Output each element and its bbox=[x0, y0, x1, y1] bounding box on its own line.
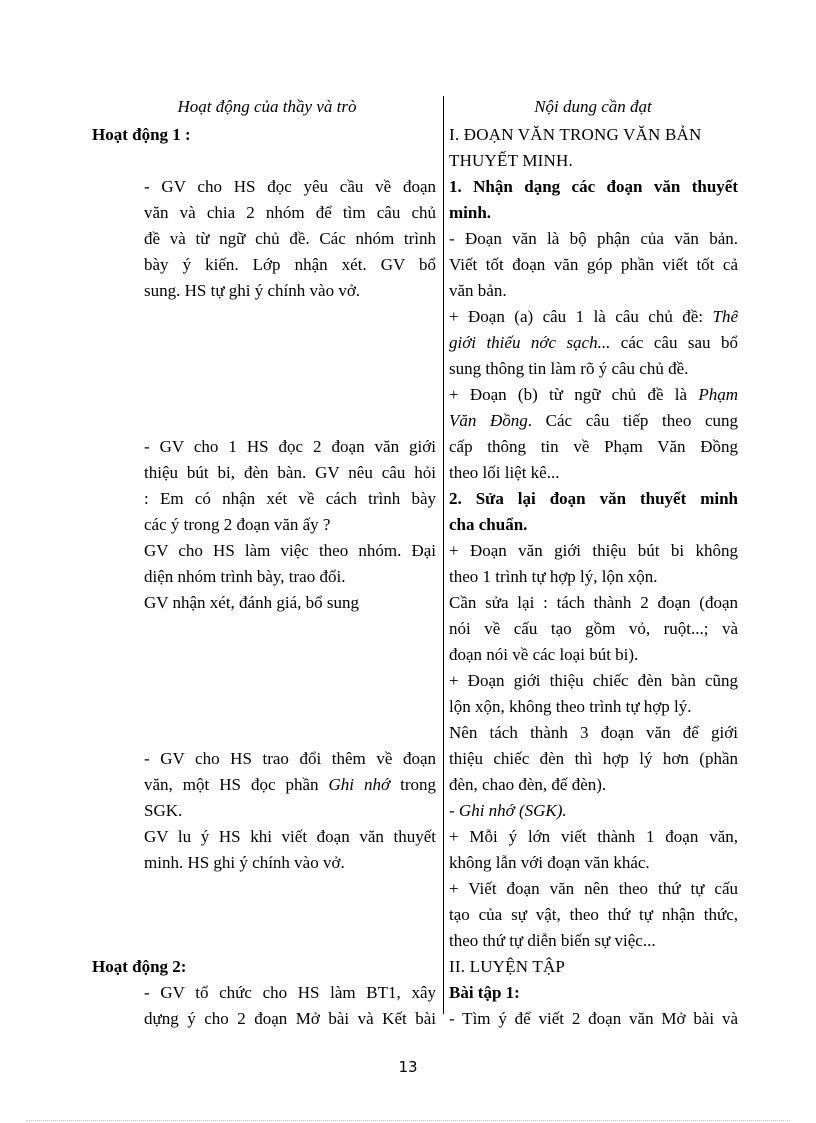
blank-line bbox=[92, 356, 436, 382]
left-text-line: dựng ý cho 2 đoạn Mở bài và Kết bài bbox=[144, 1009, 436, 1028]
text-fragment: + Đoạn (b) từ ngữ chủ đề là bbox=[449, 385, 699, 404]
italic-term: giới thiếu nớc sạch... bbox=[449, 333, 611, 352]
subsection-1-heading-cont: minh. bbox=[449, 203, 492, 222]
left-text-line-mixed bbox=[92, 772, 436, 798]
right-text-line: Cần sửa lại : tách thành 2 đoạn (đoạn bbox=[449, 593, 738, 612]
left-text-line: minh. HS ghi ý chính vào vở. bbox=[144, 853, 345, 872]
right-text-line: + Mỗi ý lớn viết thành 1 đoạn văn, bbox=[449, 827, 738, 846]
left-text-line: - GV cho HS trao đổi thêm về đoạn bbox=[144, 749, 436, 768]
right-text-line: thiệu chiếc đèn thì hợp lý hơn (phần bbox=[449, 749, 738, 768]
page-bottom-rule bbox=[26, 1120, 790, 1121]
left-column bbox=[92, 122, 436, 1032]
right-text-line: + Đoạn văn giới thiệu bút bi không bbox=[449, 541, 738, 560]
activity-1-heading: Hoạt động 1 : bbox=[92, 125, 191, 144]
left-text-line: - GV tổ chức cho HS làm BT1, xây bbox=[144, 983, 436, 1002]
blank-line bbox=[92, 616, 436, 642]
right-text-line-mixed bbox=[449, 382, 738, 408]
left-text-line: văn và chia 2 nhóm để tìm câu chủ bbox=[144, 203, 436, 222]
left-text-line: - GV cho HS đọc yêu cầu về đoạn bbox=[144, 177, 436, 196]
text-fragment: văn, một HS đọc phần bbox=[144, 775, 329, 794]
subsection-2-heading-cont: cha chuẩn. bbox=[449, 515, 528, 534]
page-number: 13 bbox=[398, 1058, 418, 1076]
left-text-line: đề và từ ngữ chủ đề. Các nhóm trình bbox=[144, 229, 436, 248]
text-fragment: . Các câu tiếp theo cung bbox=[527, 411, 738, 430]
blank-line bbox=[92, 720, 436, 746]
right-column bbox=[449, 122, 738, 1032]
right-column-header: Nội dung cần đạt bbox=[534, 97, 652, 116]
blank-line bbox=[92, 408, 436, 434]
memo-note: - Ghi nhớ (SGK). bbox=[449, 801, 567, 820]
blank-line bbox=[92, 928, 436, 954]
right-text-line-mixed bbox=[449, 304, 738, 330]
right-text-line: + Đoạn giới thiệu chiếc đèn bàn cũng bbox=[449, 671, 738, 690]
right-text-line: không lẫn với đoạn văn khác. bbox=[449, 853, 650, 872]
italic-term: Phạm bbox=[698, 385, 738, 404]
right-text-line: đoạn nói về các loại bút bi). bbox=[449, 645, 639, 664]
column-divider bbox=[443, 96, 444, 1014]
right-text-line: lộn xộn, không theo trình tự hợp lý. bbox=[449, 697, 692, 716]
section-1-heading-cont: THUYẾT MINH. bbox=[449, 151, 573, 170]
right-text-line: nói về cấu tạo gồm vỏ, ruột...; và bbox=[449, 619, 738, 638]
right-text-line: cấp thông tin về Phạm Văn Đồng bbox=[449, 437, 738, 456]
right-text-line: tạo của sự vật, theo thứ tự nhận thức, bbox=[449, 905, 738, 924]
left-text-line: SGK. bbox=[144, 801, 183, 820]
left-text-line: GV cho HS làm việc theo nhóm. Đại bbox=[144, 541, 436, 560]
blank-line bbox=[92, 330, 436, 356]
right-text-line: đèn, chao đèn, đế đèn). bbox=[449, 775, 607, 794]
activity-2-heading: Hoạt động 2: bbox=[92, 957, 187, 976]
subsection-2-heading: 2. Sửa lại đoạn văn thuyết minh bbox=[449, 489, 738, 508]
right-text-line: - Tìm ý để viết 2 đoạn văn Mở bài và bbox=[449, 1009, 738, 1028]
right-text-line: văn bản. bbox=[449, 281, 507, 300]
right-text-line: sung thông tin làm rõ ý câu chủ đề. bbox=[449, 359, 689, 378]
text-fragment: trong bbox=[390, 775, 436, 794]
blank-line bbox=[92, 876, 436, 902]
right-text-line: theo lối liệt kê... bbox=[449, 463, 560, 482]
right-text-line: Nên tách thành 3 đoạn văn để giới bbox=[449, 723, 738, 742]
left-text-line: - GV cho 1 HS đọc 2 đoạn văn giới bbox=[144, 437, 436, 456]
italic-term: Ghi nhớ bbox=[328, 775, 391, 794]
right-text-line-mixed bbox=[449, 408, 738, 434]
right-text-line: + Viết đoạn văn nên theo thứ tự cấu bbox=[449, 879, 738, 898]
blank-line bbox=[92, 668, 436, 694]
exercise-1-heading: Bài tập 1: bbox=[449, 983, 520, 1002]
left-text-line: GV lu ý HS khi viết đoạn văn thuyết bbox=[144, 827, 436, 846]
right-text-line-mixed bbox=[449, 330, 738, 356]
section-2-heading: II. LUYỆN TẬP bbox=[449, 957, 566, 976]
blank-line bbox=[92, 642, 436, 668]
italic-term: Văn Đồng bbox=[449, 411, 528, 430]
right-text-line: theo thứ tự diễn biến sự việc... bbox=[449, 931, 656, 950]
left-text-line: GV nhận xét, đánh giá, bổ sung bbox=[144, 593, 359, 612]
left-column-header: Hoạt động của thầy và trò bbox=[177, 97, 357, 116]
blank-line bbox=[92, 304, 436, 330]
italic-term: Thế bbox=[712, 307, 738, 326]
text-fragment: các câu sau bổ bbox=[610, 333, 738, 352]
right-text-line: theo 1 trình tự hợp lý, lộn xộn. bbox=[449, 567, 658, 586]
left-text-line: diện nhóm trình bày, trao đổi. bbox=[144, 567, 346, 586]
left-text-line: : Em có nhận xét về cách trình bày bbox=[144, 489, 436, 508]
right-text-line: Viết tốt đoạn văn góp phần viết tốt cả bbox=[449, 255, 738, 274]
right-text-line: - Đoạn văn là bộ phận của văn bản. bbox=[449, 229, 738, 248]
left-text-line: các ý trong 2 đoạn văn ấy ? bbox=[144, 515, 331, 534]
blank-line bbox=[92, 694, 436, 720]
blank-line bbox=[92, 148, 436, 174]
left-text-line: sung. HS tự ghi ý chính vào vở. bbox=[144, 281, 361, 300]
subsection-1-heading: 1. Nhận dạng các đoạn văn thuyết bbox=[449, 177, 738, 196]
left-text-line: bày ý kiến. Lớp nhận xét. GV bổ bbox=[144, 255, 436, 274]
blank-line bbox=[92, 382, 436, 408]
blank-line bbox=[92, 902, 436, 928]
text-fragment: + Đoạn (a) câu 1 là câu chủ đề: bbox=[449, 307, 713, 326]
section-1-heading: I. ĐOẠN VĂN TRONG VĂN BẢN bbox=[449, 125, 702, 144]
left-text-line: thiệu bút bi, đèn bàn. GV nêu câu hỏi bbox=[144, 463, 436, 482]
